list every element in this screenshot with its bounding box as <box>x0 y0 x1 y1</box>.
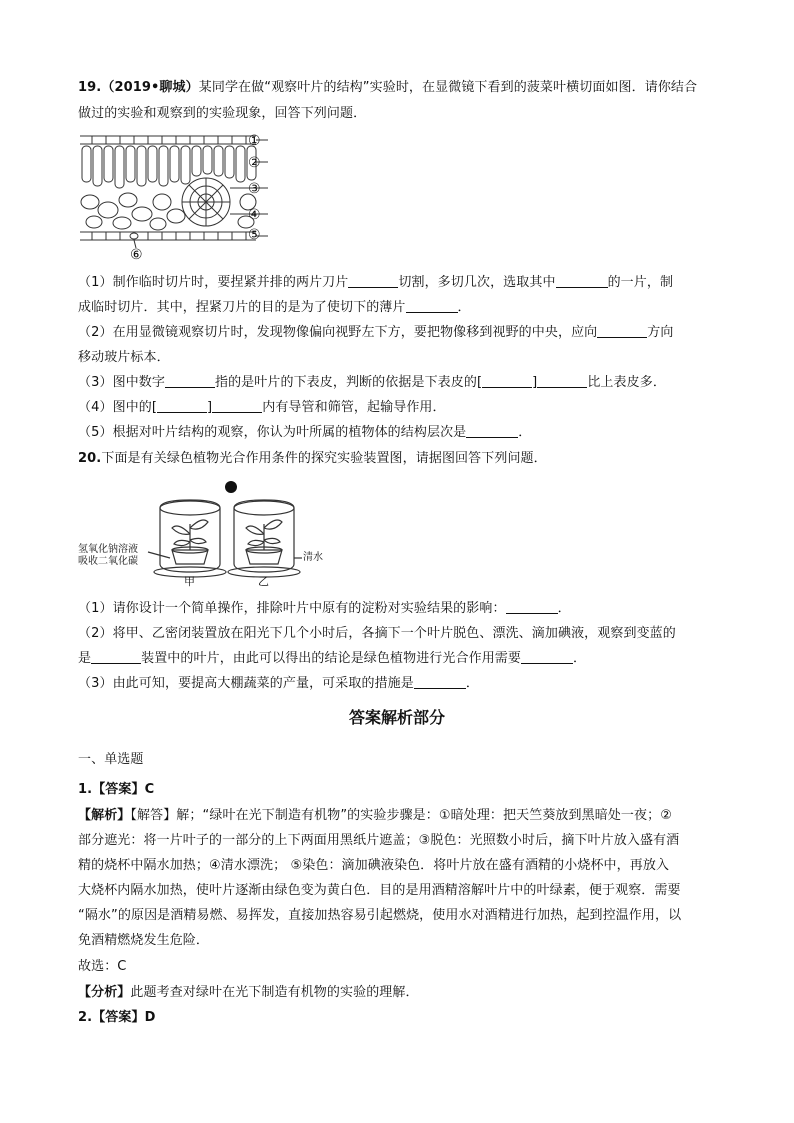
figure-label-1: ① <box>248 133 261 149</box>
jar-yi-label: 乙 <box>258 575 269 588</box>
q19-part-4: （4）图中的[ ] 内有导管和筛管，起输导作用． <box>78 400 446 415</box>
q19-source: （2019•聊城） <box>101 80 199 95</box>
q19-line-2: 做过的实验和观察到的实验现象，回答下列问题． <box>78 106 367 121</box>
answer-blank[interactable] <box>537 373 587 388</box>
q19-part-1-cont: 成临时切片．其中，捏紧刀片的目的是为了使切下的薄片 ． <box>78 300 471 315</box>
explanation-line-5: “隔水”的原因是酒精易燃、易挥发，直接加热容易引起燃烧，使用水对酒精进行加热，起到控温作用，以 <box>78 908 682 923</box>
answer-2: 2.【答案】D <box>78 1010 156 1025</box>
answer-blank[interactable] <box>414 674 466 689</box>
q20-part-3: （3）由此可知，要提高大棚蔬菜的产量，可采取的措施是 ． <box>78 676 479 691</box>
jar-jia-label: 甲 <box>184 575 195 588</box>
answer-blank[interactable] <box>165 373 215 388</box>
figure-label-2: ② <box>248 155 261 171</box>
answer-blank[interactable] <box>482 373 532 388</box>
q19-part-2: （2）在用显微镜观察切片时，发现物像偏向视野左下方，要把物像移到视野的中央，应向 方向 <box>78 325 674 340</box>
explanation-line-3: 精的烧杯中隔水加热；④清水漂洗； ⑤染色：滴加碘液染色．将叶片放在盛有酒精的小烧杯中，再放入 <box>78 858 670 873</box>
figure-label-6: ⑥ <box>130 247 143 263</box>
q19-part-5: （5）根据对叶片结构的观察，你认为叶所属的植物体的结构层次是 ． <box>78 425 532 440</box>
q19-part-2-cont: 移动玻片标本． <box>78 350 170 365</box>
q19-number: 19. <box>78 80 102 95</box>
answers-heading: 答案解析部分 <box>348 708 445 727</box>
explanation-line-2: 部分遮光：将一片叶子的一部分的上下两面用黑纸片遮盖；③脱色：光照数小时后，摘下叶片放入盛有酒 <box>78 833 680 848</box>
figure-label-5: ⑤ <box>248 227 261 243</box>
q20-part-1: （1）请你设计一个简单操作，排除叶片中原有的淀粉对实验结果的影响： ． <box>78 601 571 616</box>
naoh-label: 氢氧化钠溶液 吸收二氧化碳 <box>78 544 138 567</box>
answer-blank[interactable] <box>406 298 458 313</box>
q19-line-1: 19.（2019•聊城）某同学在做“观察叶片的结构”实验时，在显微镜下看到的菠菜叶横切面如图．请你结合 <box>78 80 698 95</box>
photosynthesis-apparatus-figure <box>78 478 338 588</box>
answer-blank[interactable] <box>466 423 518 438</box>
answer-blank[interactable] <box>597 323 647 338</box>
answer-blank[interactable] <box>506 599 558 614</box>
q20-line-1: 20.下面是有关绿色植物光合作用条件的探究实验装置图，请据图回答下列问题． <box>78 451 547 466</box>
answer-blank[interactable] <box>157 398 207 413</box>
answer-blank[interactable] <box>556 273 608 288</box>
choice-line: 故选：C <box>78 959 127 974</box>
q20-part-2-cont: 是 装置中的叶片，由此可以得出的结论是绿色植物进行光合作用需要 ． <box>78 651 587 666</box>
figure-label-3: ③ <box>248 181 261 197</box>
explanation-line-1: 【解析】【解答】解；“绿叶在光下制造有机物”的实验步骤是：①暗处理：把天竺葵放到黑暗处一夜；② <box>78 808 672 823</box>
answer-blank[interactable] <box>91 649 141 664</box>
figure-label-4: ④ <box>248 207 261 223</box>
q20-number: 20. <box>78 451 102 466</box>
q20-part-2: （2）将甲、乙密闭装置放在阳光下几个小时后，各摘下一个叶片脱色、漂洗、滴加碘液，观察到变蓝的 <box>78 626 676 641</box>
answer-blank[interactable] <box>348 273 398 288</box>
explanation-line-4: 大烧杯内隔水加热，使叶片逐渐由绿色变为黄白色．目的是用酒精溶解叶片中的叶绿素，便于观察．需要 <box>78 883 681 898</box>
analysis-line: 【分析】此题考查对绿叶在光下制造有机物的实验的理解． <box>78 985 419 1000</box>
water-label: 清水 <box>303 552 323 563</box>
section-title: 一、单选题 <box>78 752 144 767</box>
q19-part-3: （3）图中数字 指的是叶片的下表皮，判断的依据是下表皮的[ ] 比上表皮多． <box>78 375 666 390</box>
explanation-line-6: 免酒精燃烧发生危险． <box>78 933 210 948</box>
answer-blank[interactable] <box>521 649 573 664</box>
answer-1: 1.【答案】C <box>78 782 155 797</box>
answer-blank[interactable] <box>212 398 262 413</box>
q19-part-1: （1）制作临时切片时，要捏紧并排的两片刀片 切割，多切几次，选取其中 的一片，制 <box>78 275 674 290</box>
